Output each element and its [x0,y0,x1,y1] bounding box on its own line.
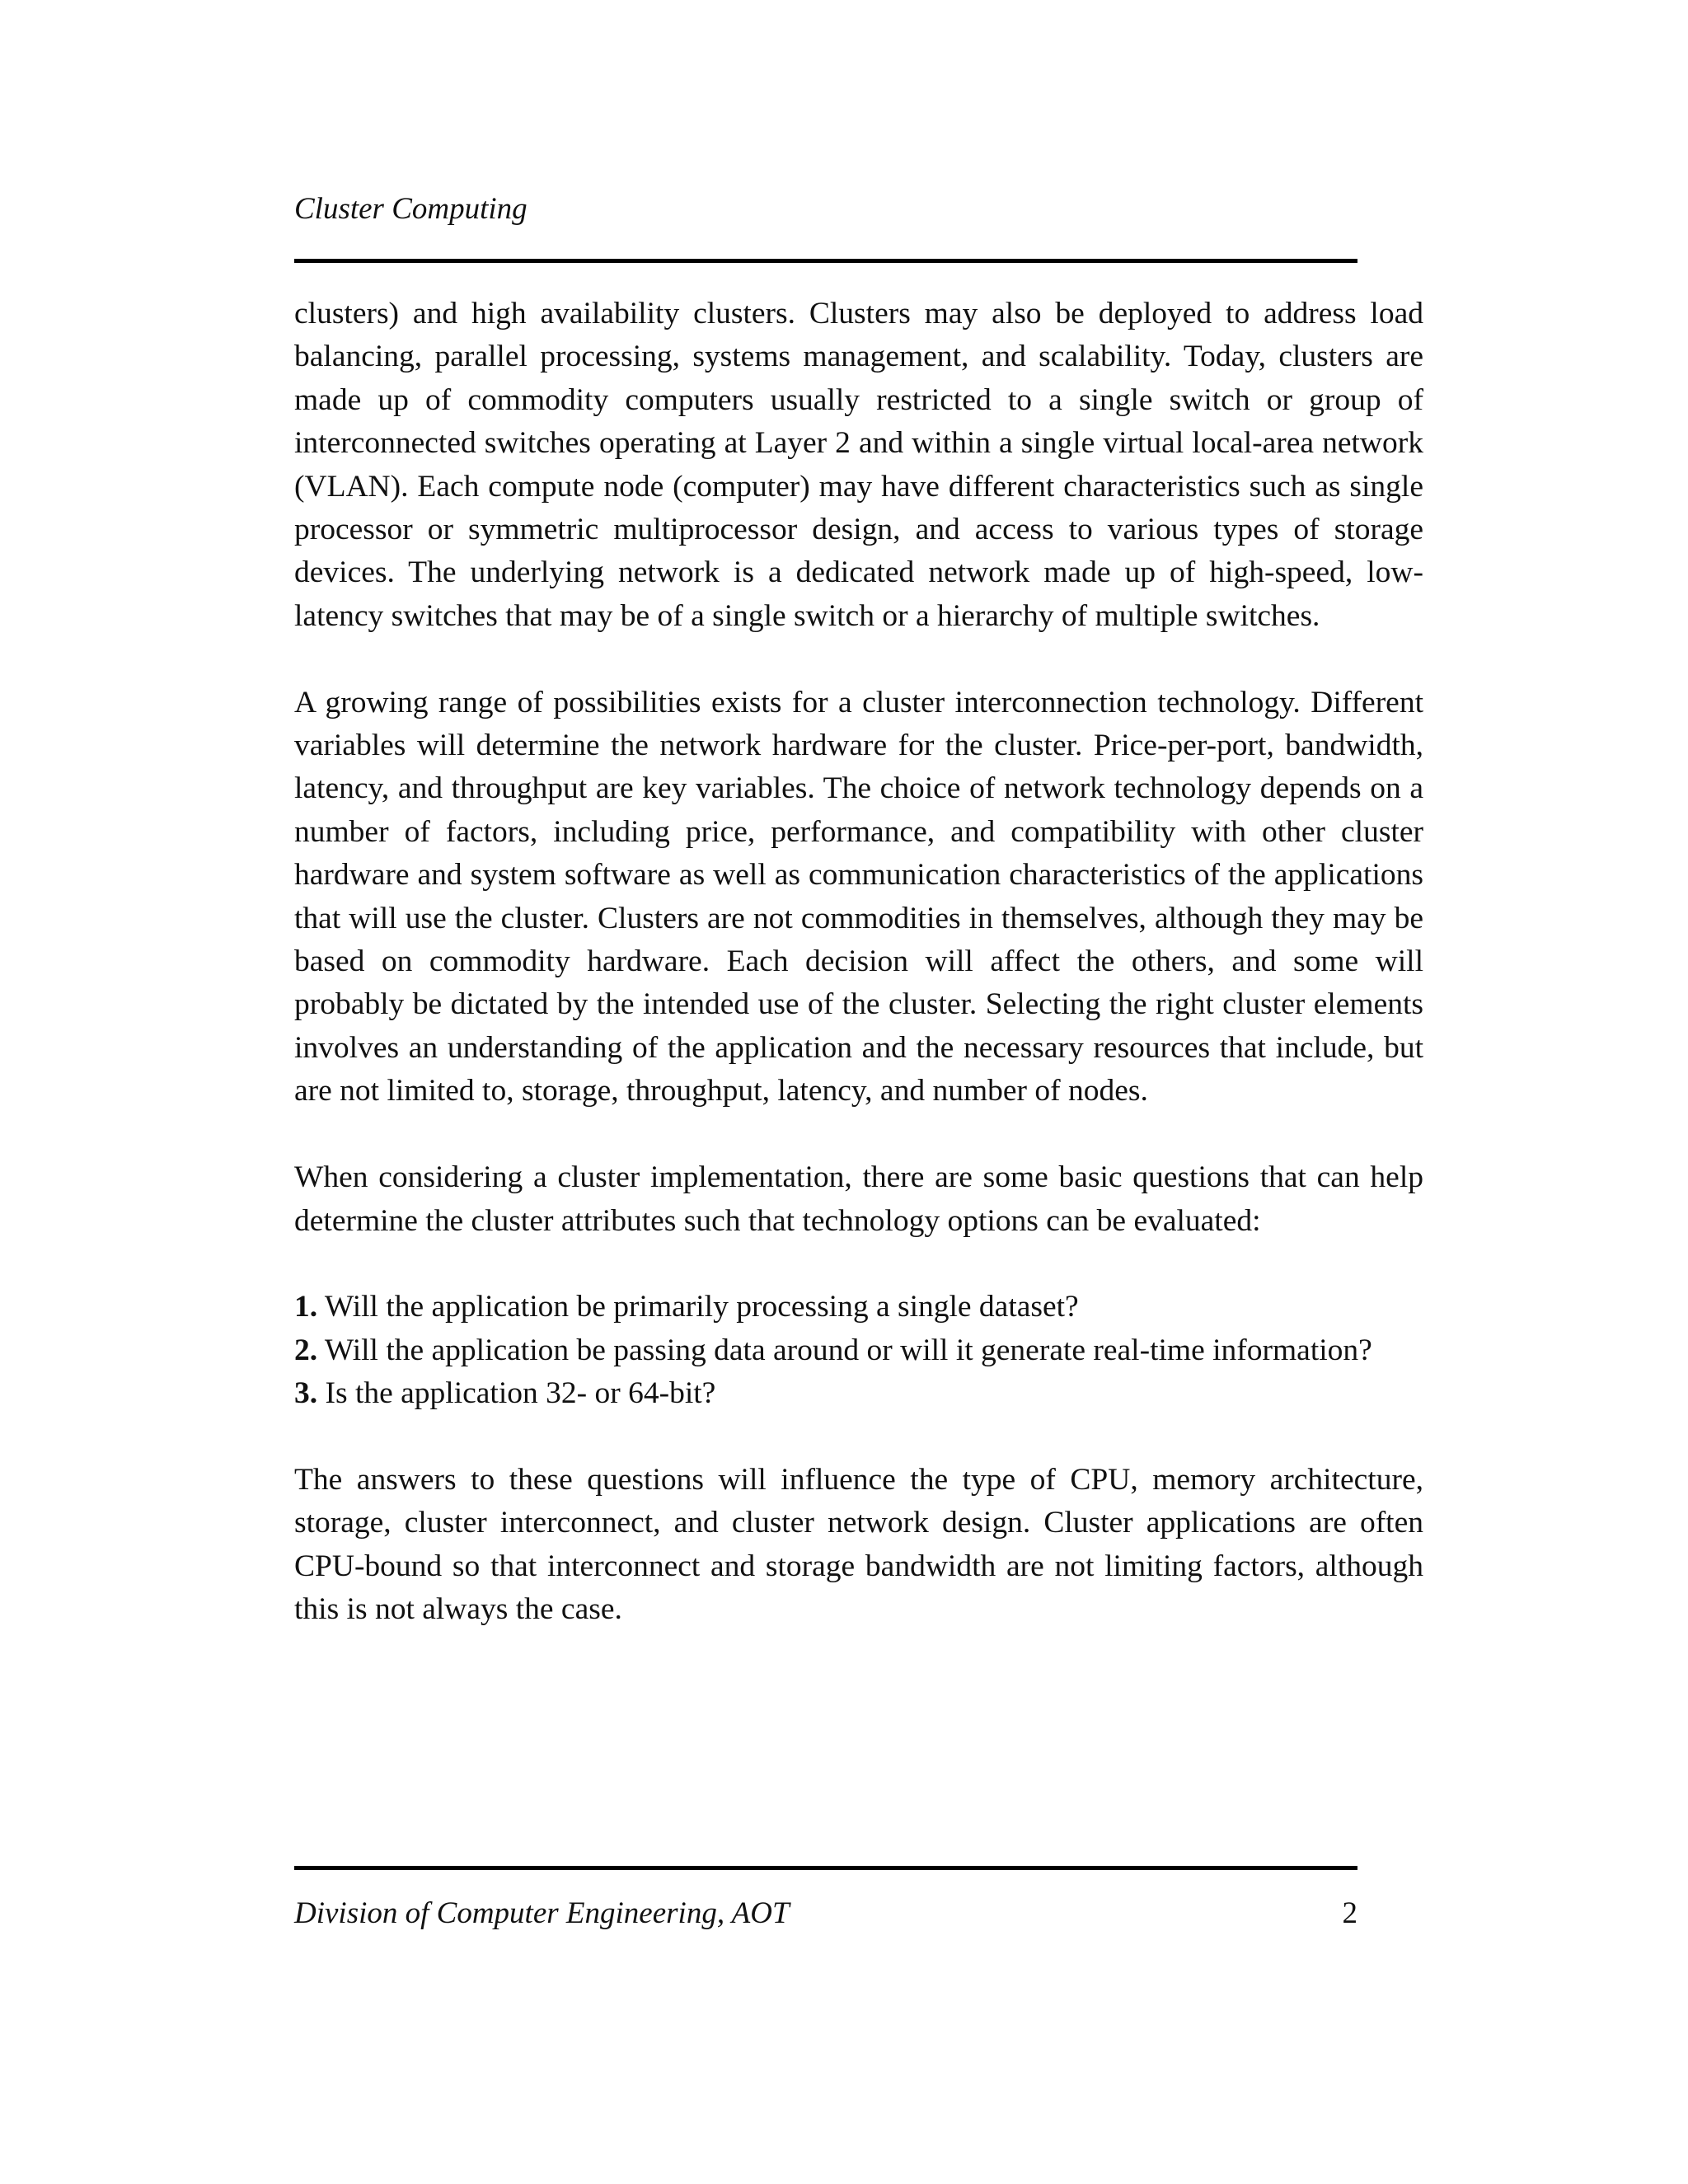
paragraph-answers-influence: The answers to these questions will influence the type of CPU, memory architecture, storage, cluster interconnect, and cluster network design. Cluster applications are often CPU-bound so that interconnect and storage bandwidth are not limiting factors, although this is not always the case. [294,1462,1423,1627]
list-item [294,1372,1423,1415]
question-text: Will the application be passing data around or will it generate real-time information? [317,1333,1372,1367]
paragraph-clusters-overview: clusters) and high availability clusters. Clusters may also be deployed to address load balancing, parallel processing, systems management, and scalability. Today, clusters are made up of commodity computers usually restricted to a single switch or group of interconnected switches operating at Layer 2 and within a single virtual local-area network (VLAN). Each compute node (computer) may have different characteristics such as single processor or symmetric multiprocessor design, and access to various types of storage devices. The underlying network is a dedicated network made up of high-speed, low-latency switches that may be of a single switch or a hierarchy of multiple switches. [294,297,1423,633]
list-item [294,1286,1423,1329]
header-rule [294,259,1357,263]
running-header-title: Cluster Computing [294,192,528,226]
question-number: 2. [294,1333,318,1367]
body-text [294,293,1423,1675]
question-text: Will the application be primarily processing a single dataset? [317,1290,1079,1324]
footer-rule [294,1866,1357,1870]
question-number: 3. [294,1376,318,1411]
paragraph-basic-questions-intro: When considering a cluster implementation, there are some basic questions that can help determine the cluster attributes such that technology options can be evaluated: [294,1160,1423,1238]
question-text: Is the application 32- or 64-bit? [317,1376,716,1411]
paragraph-interconnection-technology: A growing range of possibilities exists for a cluster interconnection technology. Different variables will determine the network hardware for the cluster. Price-per-port, bandwidth, latency, and throughput are key variables. The choice of network technology depends on a number of factors, including price, performance, and compatibility with other cluster hardware and system software as well as communication characteristics of the applications that will use the cluster. Clusters are not commodities in themselves, although they may be based on commodity hardware. Each decision will affect the others, and some will probably be dictated by the intended use of the cluster. Selecting the right cluster elements involves an understanding of the application and the necessary resources that include, but are not limited to, storage, throughput, latency, and number of nodes. [294,685,1423,1108]
question-number: 1. [294,1290,318,1324]
page-number: 2 [1342,1896,1357,1930]
footer-department: Division of Computer Engineering, AOT [294,1896,790,1930]
questions-list [294,1286,1423,1415]
list-item [294,1329,1423,1372]
